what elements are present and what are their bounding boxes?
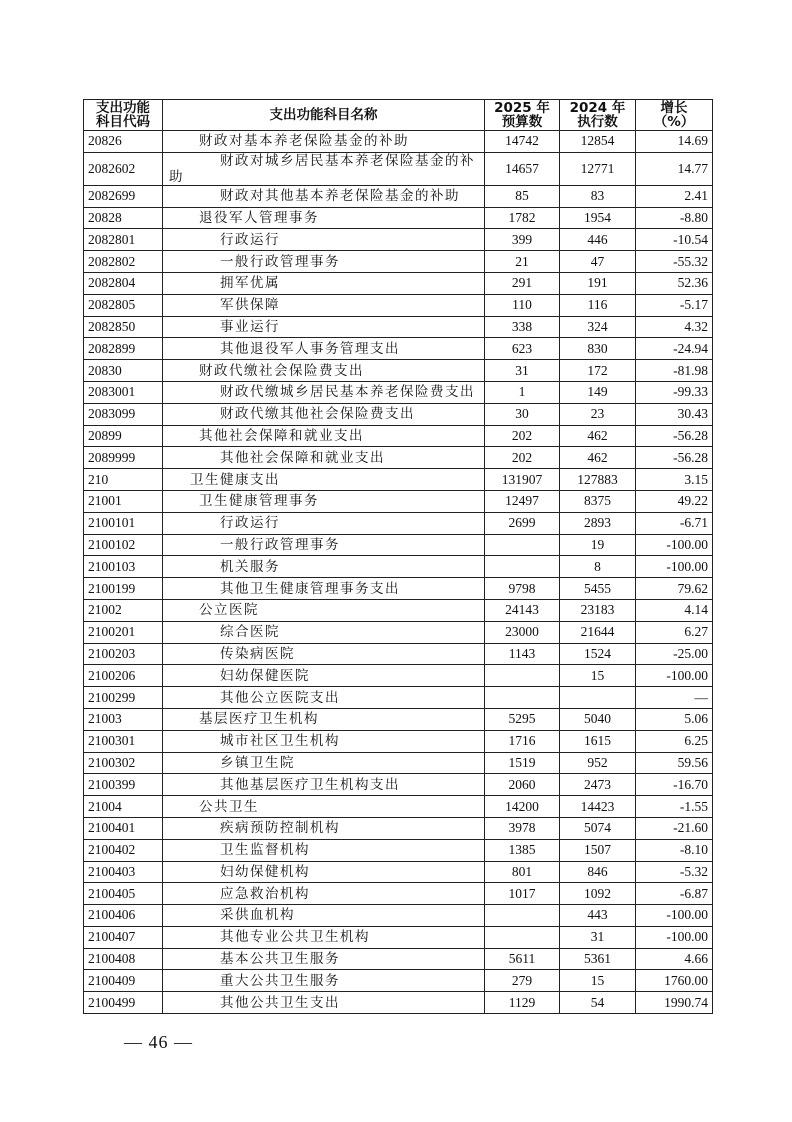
cell-actual: 15 <box>560 970 636 992</box>
cell-code: 21002 <box>84 599 163 621</box>
cell-growth: 79.62 <box>636 578 713 600</box>
cell-actual: 443 <box>560 905 636 927</box>
table-row <box>84 883 713 905</box>
header-code <box>84 100 163 131</box>
cell-actual: 47 <box>560 251 636 273</box>
table-row <box>84 185 713 207</box>
cell-name: 应急救治机构 <box>163 883 485 905</box>
cell-name: 事业运行 <box>163 316 485 338</box>
cell-name: 基本公共卫生服务 <box>163 948 485 970</box>
cell-code: 2100101 <box>84 512 163 534</box>
cell-code: 2082802 <box>84 251 163 273</box>
cell-growth: 30.43 <box>636 403 713 425</box>
cell-actual: 19 <box>560 534 636 556</box>
table-row <box>84 708 713 730</box>
cell-code: 210 <box>84 469 163 491</box>
cell-growth: 5.06 <box>636 708 713 730</box>
cell-growth: — <box>636 687 713 709</box>
cell-budget: 1385 <box>485 839 560 861</box>
cell-growth: -8.80 <box>636 207 713 229</box>
cell-name: 财政代缴社会保险费支出 <box>163 360 485 382</box>
cell-actual: 5074 <box>560 817 636 839</box>
header-budget-line2: 预算数 <box>501 114 543 130</box>
cell-growth: -25.00 <box>636 643 713 665</box>
cell-code: 20899 <box>84 425 163 447</box>
cell-name: 拥军优属 <box>163 272 485 294</box>
cell-name: 妇幼保健医院 <box>163 665 485 687</box>
cell-budget: 1519 <box>485 752 560 774</box>
cell-name: 机关服务 <box>163 556 485 578</box>
cell-growth: -1.55 <box>636 796 713 818</box>
cell-code: 2082850 <box>84 316 163 338</box>
header-actual-line1: 2024 年 <box>569 100 626 116</box>
table-row <box>84 774 713 796</box>
cell-growth: 59.56 <box>636 752 713 774</box>
cell-name: 卫生监督机构 <box>163 839 485 861</box>
table-row <box>84 490 713 512</box>
cell-code: 2100401 <box>84 817 163 839</box>
cell-budget: 1129 <box>485 992 560 1014</box>
cell-budget: 1782 <box>485 207 560 229</box>
cell-budget: 1143 <box>485 643 560 665</box>
table-row <box>84 294 713 316</box>
cell-budget <box>485 905 560 927</box>
cell-actual: 952 <box>560 752 636 774</box>
cell-code: 21001 <box>84 490 163 512</box>
cell-budget <box>485 665 560 687</box>
cell-actual: 15 <box>560 665 636 687</box>
cell-growth: -81.98 <box>636 360 713 382</box>
cell-code: 2100102 <box>84 534 163 556</box>
cell-name: 卫生健康管理事务 <box>163 490 485 512</box>
table-row <box>84 687 713 709</box>
cell-name: 行政运行 <box>163 512 485 534</box>
cell-name: 一般行政管理事务 <box>163 251 485 273</box>
cell-code: 2100408 <box>84 948 163 970</box>
cell-name: 公共卫生 <box>163 796 485 818</box>
cell-actual: 54 <box>560 992 636 1014</box>
cell-actual: 5455 <box>560 578 636 600</box>
cell-budget <box>485 534 560 556</box>
table-row <box>84 948 713 970</box>
cell-budget: 3978 <box>485 817 560 839</box>
header-growth-line1: 增长 <box>660 100 688 116</box>
cell-actual: 31 <box>560 926 636 948</box>
cell-growth: -10.54 <box>636 229 713 251</box>
cell-actual: 127883 <box>560 469 636 491</box>
table-row <box>84 425 713 447</box>
cell-actual: 830 <box>560 338 636 360</box>
cell-code: 2100399 <box>84 774 163 796</box>
cell-budget: 24143 <box>485 599 560 621</box>
table-row <box>84 469 713 491</box>
cell-actual: 149 <box>560 381 636 403</box>
table-row <box>84 992 713 1014</box>
cell-code: 2100499 <box>84 992 163 1014</box>
cell-actual: 12771 <box>560 152 636 185</box>
cell-actual: 2473 <box>560 774 636 796</box>
cell-actual: 5040 <box>560 708 636 730</box>
table-row <box>84 752 713 774</box>
cell-budget: 23000 <box>485 621 560 643</box>
cell-actual: 8 <box>560 556 636 578</box>
cell-actual: 446 <box>560 229 636 251</box>
table-row <box>84 796 713 818</box>
table-row <box>84 926 713 948</box>
cell-name: 其他基层医疗卫生机构支出 <box>163 774 485 796</box>
cell-actual: 462 <box>560 425 636 447</box>
cell-code: 2082699 <box>84 185 163 207</box>
cell-actual: 324 <box>560 316 636 338</box>
cell-budget: 14657 <box>485 152 560 185</box>
cell-code: 2083001 <box>84 381 163 403</box>
table-row <box>84 360 713 382</box>
cell-growth: 3.15 <box>636 469 713 491</box>
cell-growth: -8.10 <box>636 839 713 861</box>
table-row <box>84 251 713 273</box>
cell-budget: 85 <box>485 185 560 207</box>
cell-code: 2082801 <box>84 229 163 251</box>
cell-name: 行政运行 <box>163 229 485 251</box>
cell-name: 妇幼保健机构 <box>163 861 485 883</box>
cell-name: 财政对基本养老保险基金的补助 <box>163 131 485 153</box>
cell-actual: 83 <box>560 185 636 207</box>
table-row <box>84 730 713 752</box>
cell-code: 2082805 <box>84 294 163 316</box>
table-header <box>84 100 713 131</box>
cell-code: 2100402 <box>84 839 163 861</box>
table-row <box>84 403 713 425</box>
cell-growth: -56.28 <box>636 447 713 469</box>
cell-actual: 14423 <box>560 796 636 818</box>
table-row <box>84 905 713 927</box>
cell-actual: 1507 <box>560 839 636 861</box>
cell-code: 2100406 <box>84 905 163 927</box>
cell-growth: 1760.00 <box>636 970 713 992</box>
cell-actual: 172 <box>560 360 636 382</box>
header-budget-line1: 2025 年 <box>494 100 550 116</box>
table-row <box>84 229 713 251</box>
cell-growth: 14.77 <box>636 152 713 185</box>
table-row <box>84 534 713 556</box>
expenditure-table <box>83 99 713 1014</box>
cell-budget: 21 <box>485 251 560 273</box>
cell-growth: -99.33 <box>636 381 713 403</box>
cell-budget <box>485 687 560 709</box>
cell-name: 传染病医院 <box>163 643 485 665</box>
cell-growth: -100.00 <box>636 905 713 927</box>
cell-code: 2082602 <box>84 152 163 185</box>
cell-name: 疾病预防控制机构 <box>163 817 485 839</box>
cell-budget: 5295 <box>485 708 560 730</box>
cell-name: 其他公立医院支出 <box>163 687 485 709</box>
cell-growth: -100.00 <box>636 556 713 578</box>
cell-code: 2100201 <box>84 621 163 643</box>
header-actual-line2: 执行数 <box>577 114 618 130</box>
cell-code: 2089999 <box>84 447 163 469</box>
table-row <box>84 316 713 338</box>
cell-actual: 116 <box>560 294 636 316</box>
cell-code: 20828 <box>84 207 163 229</box>
cell-actual: 1615 <box>560 730 636 752</box>
cell-name: 乡镇卫生院 <box>163 752 485 774</box>
cell-budget: 202 <box>485 425 560 447</box>
cell-budget: 1 <box>485 381 560 403</box>
table-row <box>84 381 713 403</box>
cell-actual: 12854 <box>560 131 636 153</box>
cell-growth: 4.14 <box>636 599 713 621</box>
cell-code: 2100409 <box>84 970 163 992</box>
cell-growth: -100.00 <box>636 534 713 556</box>
table-row <box>84 665 713 687</box>
cell-code: 2100301 <box>84 730 163 752</box>
cell-budget: 131907 <box>485 469 560 491</box>
cell-name: 其他退役军人事务管理支出 <box>163 338 485 360</box>
header-name: 支出功能科目名称 <box>163 100 485 131</box>
table-row <box>84 556 713 578</box>
cell-actual: 5361 <box>560 948 636 970</box>
table-row <box>84 207 713 229</box>
cell-growth: -16.70 <box>636 774 713 796</box>
table-row <box>84 861 713 883</box>
table-row <box>84 643 713 665</box>
header-actual <box>560 100 636 131</box>
cell-name: 采供血机构 <box>163 905 485 927</box>
cell-budget: 12497 <box>485 490 560 512</box>
cell-budget <box>485 926 560 948</box>
cell-name: 重大公共卫生服务 <box>163 970 485 992</box>
cell-budget: 31 <box>485 360 560 382</box>
cell-code: 2100203 <box>84 643 163 665</box>
table-row <box>84 512 713 534</box>
header-growth <box>636 100 713 131</box>
cell-code: 2100407 <box>84 926 163 948</box>
cell-actual: 191 <box>560 272 636 294</box>
cell-actual: 1524 <box>560 643 636 665</box>
cell-budget: 623 <box>485 338 560 360</box>
cell-code: 20830 <box>84 360 163 382</box>
cell-budget: 291 <box>485 272 560 294</box>
cell-code: 2100299 <box>84 687 163 709</box>
table-row <box>84 272 713 294</box>
header-code-line1: 支出功能 <box>96 100 150 116</box>
cell-budget: 14200 <box>485 796 560 818</box>
cell-name: 卫生健康支出 <box>163 469 485 491</box>
cell-budget: 1716 <box>485 730 560 752</box>
cell-growth: -55.32 <box>636 251 713 273</box>
table-row <box>84 131 713 153</box>
cell-budget: 2699 <box>485 512 560 534</box>
cell-actual: 2893 <box>560 512 636 534</box>
cell-budget: 14742 <box>485 131 560 153</box>
cell-code: 20826 <box>84 131 163 153</box>
cell-actual: 23 <box>560 403 636 425</box>
header-budget <box>485 100 560 131</box>
cell-growth: 1990.74 <box>636 992 713 1014</box>
table-row <box>84 599 713 621</box>
table-row <box>84 338 713 360</box>
cell-growth: -100.00 <box>636 926 713 948</box>
table-row <box>84 817 713 839</box>
cell-actual: 1092 <box>560 883 636 905</box>
cell-actual: 21644 <box>560 621 636 643</box>
cell-name: 其他专业公共卫生机构 <box>163 926 485 948</box>
cell-code: 2100206 <box>84 665 163 687</box>
cell-budget: 9798 <box>485 578 560 600</box>
cell-budget: 110 <box>485 294 560 316</box>
cell-code: 21004 <box>84 796 163 818</box>
cell-name: 公立医院 <box>163 599 485 621</box>
header-growth-line2: （%） <box>653 114 695 130</box>
cell-code: 21003 <box>84 708 163 730</box>
cell-name: 综合医院 <box>163 621 485 643</box>
cell-budget: 30 <box>485 403 560 425</box>
cell-growth: 14.69 <box>636 131 713 153</box>
cell-code: 2082804 <box>84 272 163 294</box>
cell-actual: 462 <box>560 447 636 469</box>
cell-budget: 801 <box>485 861 560 883</box>
cell-growth: 4.66 <box>636 948 713 970</box>
table-row <box>84 621 713 643</box>
cell-actual: 846 <box>560 861 636 883</box>
cell-name: 其他公共卫生支出 <box>163 992 485 1014</box>
cell-growth: -21.60 <box>636 817 713 839</box>
table-body <box>84 131 713 1014</box>
table-row <box>84 152 713 185</box>
cell-code: 2100405 <box>84 883 163 905</box>
cell-actual: 23183 <box>560 599 636 621</box>
header-code-line2: 科目代码 <box>96 114 150 130</box>
cell-code: 2100199 <box>84 578 163 600</box>
cell-growth: 6.27 <box>636 621 713 643</box>
cell-budget <box>485 556 560 578</box>
cell-name: 城市社区卫生机构 <box>163 730 485 752</box>
cell-budget: 1017 <box>485 883 560 905</box>
cell-code: 2100103 <box>84 556 163 578</box>
cell-growth: 6.25 <box>636 730 713 752</box>
table-row <box>84 578 713 600</box>
cell-growth: 52.36 <box>636 272 713 294</box>
cell-budget: 2060 <box>485 774 560 796</box>
cell-name: 基层医疗卫生机构 <box>163 708 485 730</box>
cell-name: 军供保障 <box>163 294 485 316</box>
cell-name: 财政对其他基本养老保险基金的补助 <box>163 185 485 207</box>
cell-budget: 279 <box>485 970 560 992</box>
cell-actual: 8375 <box>560 490 636 512</box>
cell-code: 2100403 <box>84 861 163 883</box>
cell-name: 其他社会保障和就业支出 <box>163 425 485 447</box>
cell-name: 财政代缴其他社会保险费支出 <box>163 403 485 425</box>
cell-name: 财政代缴城乡居民基本养老保险费支出 <box>163 381 485 403</box>
cell-actual: 1954 <box>560 207 636 229</box>
cell-budget: 202 <box>485 447 560 469</box>
cell-growth: -6.87 <box>636 883 713 905</box>
cell-growth: 49.22 <box>636 490 713 512</box>
page-number: — 46 — <box>124 1032 193 1052</box>
cell-name: 其他卫生健康管理事务支出 <box>163 578 485 600</box>
cell-actual <box>560 687 636 709</box>
cell-budget: 399 <box>485 229 560 251</box>
cell-name: 一般行政管理事务 <box>163 534 485 556</box>
cell-budget: 338 <box>485 316 560 338</box>
cell-growth: -56.28 <box>636 425 713 447</box>
cell-code: 2082899 <box>84 338 163 360</box>
cell-name: 财政对城乡居民基本养老保险基金的补助 <box>163 152 485 185</box>
cell-code: 2083099 <box>84 403 163 425</box>
cell-growth: -6.71 <box>636 512 713 534</box>
cell-budget: 5611 <box>485 948 560 970</box>
cell-growth: -100.00 <box>636 665 713 687</box>
cell-growth: -5.32 <box>636 861 713 883</box>
cell-name: 退役军人管理事务 <box>163 207 485 229</box>
cell-growth: -5.17 <box>636 294 713 316</box>
table-row <box>84 447 713 469</box>
cell-name: 其他社会保障和就业支出 <box>163 447 485 469</box>
cell-growth: -24.94 <box>636 338 713 360</box>
cell-growth: 2.41 <box>636 185 713 207</box>
cell-growth: 4.32 <box>636 316 713 338</box>
table-row <box>84 970 713 992</box>
table-row <box>84 839 713 861</box>
cell-code: 2100302 <box>84 752 163 774</box>
